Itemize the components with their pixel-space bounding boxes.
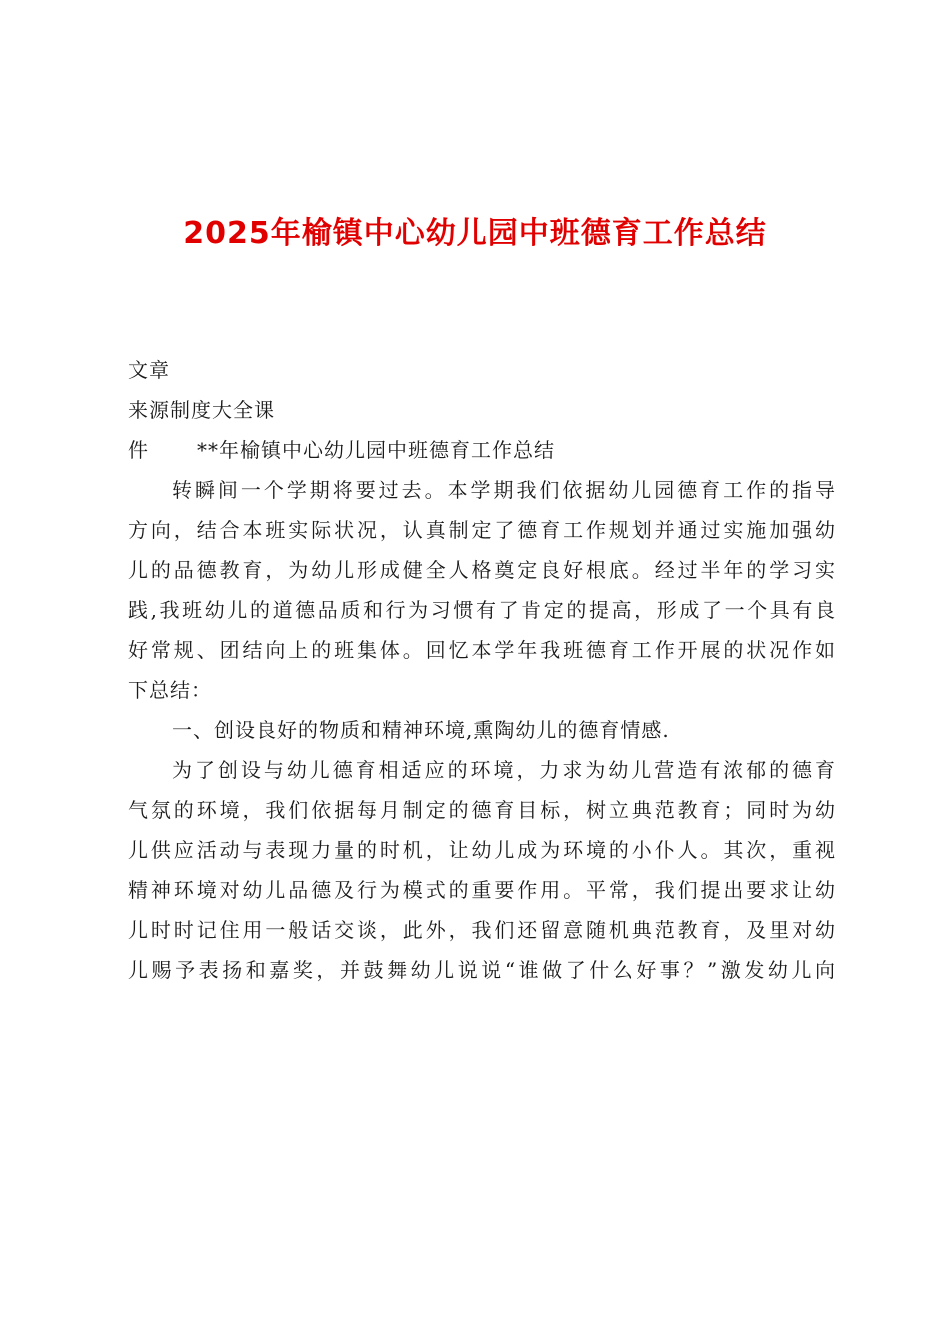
paragraph-1-line-1: 转瞬间一个学期将要过去。本学期我们依据幼儿园德育工作的指导 [172,478,836,502]
document-body [128,350,836,990]
paragraph-2-line-4: 精神环境对幼儿品德及行为模式的重要作用。平常，我们提出要求让幼 [128,878,836,902]
paragraph-2-line-3: 儿供应活动与表现力量的时机，让幼儿成为环境的小仆人。其次，重视 [128,838,836,862]
section-1-heading: 一、创设良好的物质和精神环境,熏陶幼儿的德育情感. [172,718,670,742]
paragraph-2-line-5: 儿时时记住用一般话交谈，此外，我们还留意随机典范教育，及里对幼 [128,918,836,942]
paragraph-1-line-3: 儿的品德教育，为幼儿形成健全人格奠定良好根底。经过半年的学习实 [128,558,836,582]
source-line-3-label: 件 [128,438,149,462]
paragraph-1-line-2: 方向，结合本班实际状况，认真制定了德育工作规划并通过实施加强幼 [128,518,836,542]
paragraph-1-line-4: 践,我班幼儿的道德品质和行为习惯有了肯定的提高，形成了一个具有良 [128,598,836,622]
document-title: 2025年榆镇中心幼儿园中班德育工作总结 [183,216,767,251]
paragraph-2-line-2: 气氛的环境，我们依据每月制定的德育目标，树立典范教育；同时为幼 [128,798,836,822]
source-line-3-subtitle: **年榆镇中心幼儿园中班德育工作总结 [197,438,555,462]
source-line-2: 来源制度大全课 [128,398,275,422]
paragraph-1-line-5: 好常规、团结向上的班集体。回忆本学年我班德育工作开展的状况作如 [128,638,836,662]
source-line-1: 文章 [128,358,170,382]
source-line-3 [128,430,836,470]
paragraph-2-line-6: 儿赐予表扬和嘉奖，并鼓舞幼儿说说“谁做了什么好事？”激发幼儿向 [128,958,836,982]
paragraph-2-line-1: 为了创设与幼儿德育相适应的环境，力求为幼儿营造有浓郁的德育 [172,758,836,782]
paragraph-1-line-6: 下总结： [128,678,212,702]
